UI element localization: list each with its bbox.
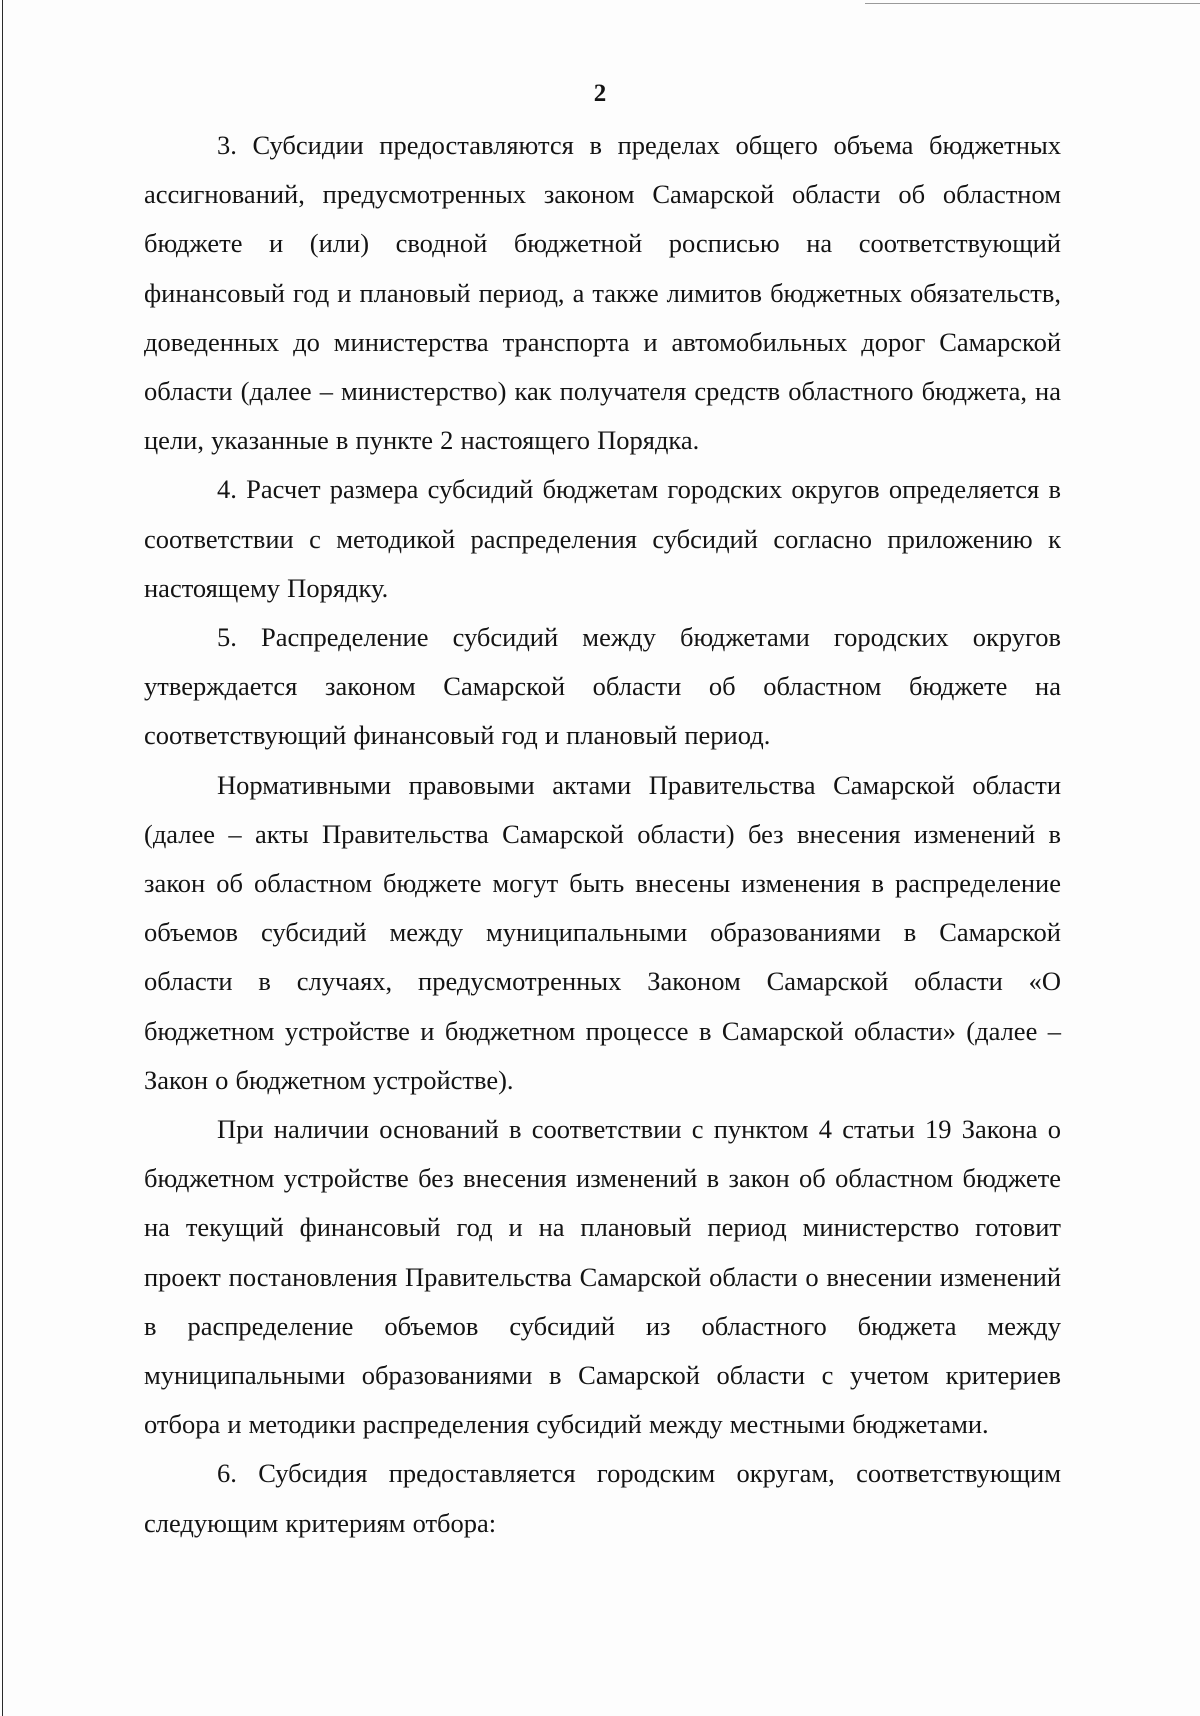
paragraph-item-4: 4. Расчет размера субсидий бюджетам городских округов определяется в соответствии с методикой распределения субсидий согласно приложению к настоящему Порядку. (144, 474, 1061, 603)
document-body (144, 121, 1061, 1548)
page-number: 2 (593, 80, 607, 107)
scan-edge-line (2, 0, 3, 1716)
paragraph-item-3: 3. Субсидии предоставляются в пределах общего объема бюджетных ассигнований, предусмотренных законом Самарской области об областном бюджете и (или) сводной бюджетной росписью на соответствующий финансовый год и плановый период, а также лимитов бюджетных обязательств, доведенных до министерства транспорта и автомобильных дорог Самарской области (далее – министерство) как получателя средств областного бюджета, на цели, указанные в пункте 2 настоящего Порядка. (144, 130, 1061, 456)
paragraph-item-5: 5. Распределение субсидий между бюджетами городских округов утверждается законом Самарской области об областном бюджете на соответствующий финансовый год и плановый период. (144, 622, 1061, 751)
paragraph-normative-acts: Нормативными правовыми актами Правительства Самарской области (далее – акты Правительства Самарской области) без внесения изменений в закон об областном бюджете могут быть внесены изменения в распределение объемов субсидий между муниципальными образованиями в Самарской области в случаях, предусмотренных Законом Самарской области «О бюджетном устройстве и бюджетном процессе в Самарской области» (далее – Закон о бюджетном устройстве). (144, 769, 1061, 1095)
scan-edge-line (865, 3, 1200, 4)
paragraph-grounds: При наличии оснований в соответствии с пунктом 4 статьи 19 Закона о бюджетном устройстве без внесения изменений в закон об областном бюджете на текущий финансовый год и на плановый период министерство готовит проект постановления Правительства Самарской области о внесении изменений в распределение объемов субсидий из областного бюджета между муниципальными образованиями в Самарской области с учетом критериев отбора и методики распределения субсидий между местными бюджетами. (144, 1114, 1061, 1440)
paragraph-item-6: 6. Субсидия предоставляется городским округам, соответствующим следующим критериям отбора: (144, 1458, 1061, 1538)
